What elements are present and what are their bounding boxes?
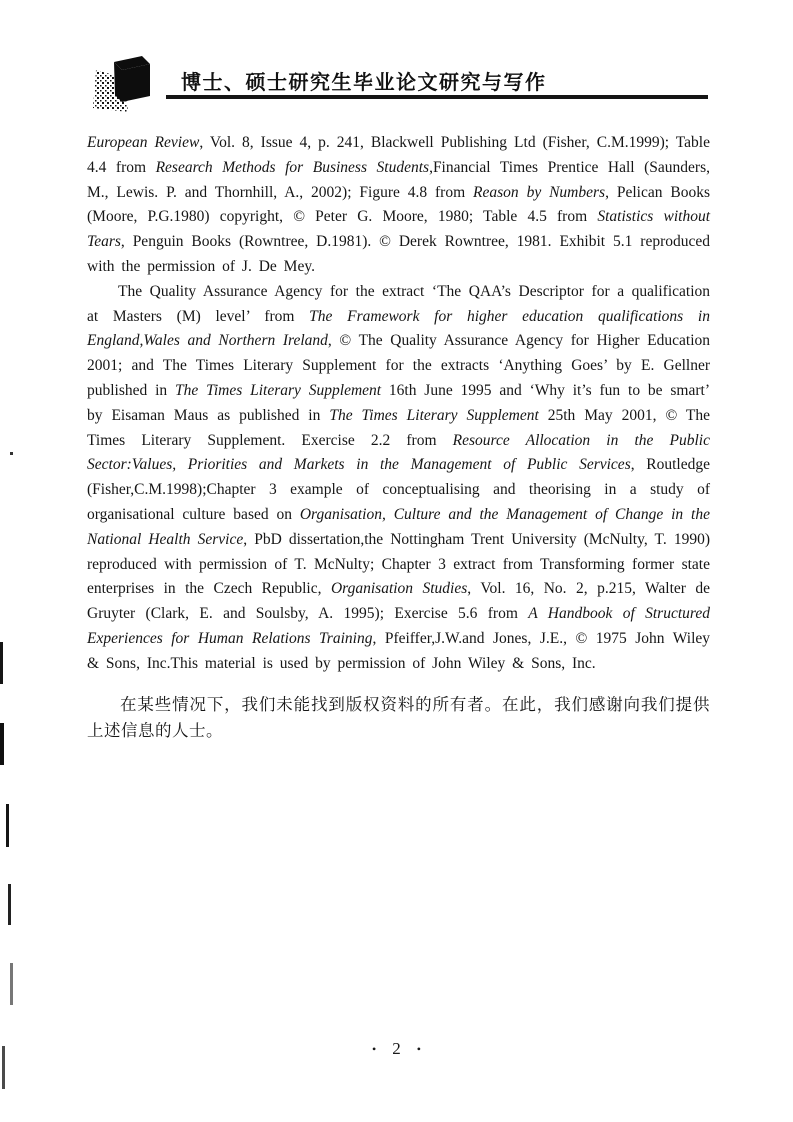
header-rule <box>166 95 708 99</box>
body-text: 25th May 2001, © The Times Literary Supplement. Exercise 2.2 from <box>87 406 711 449</box>
cited-work-title: The Times Literary Supplement <box>329 406 539 424</box>
acknowledgement-paragraph-zh <box>87 692 710 744</box>
scan-artifact-bar <box>0 642 3 684</box>
scan-artifact-bar <box>6 804 9 847</box>
cited-work-title: Reason by Numbers <box>473 183 606 201</box>
body-text: , Pelican Books (Moore, P.G.1980) copyright, © Peter G. Moore, 1980; Table 4.5 from <box>87 183 710 226</box>
body-text: 在某些情况下，我们未能找到版权资料的所有者。在此，我们感谢向我们提供上述信息的人士。 <box>87 694 710 740</box>
body-text: , Vol. 16, No. 2, p.215, Walter de Gruyter (Clark, E. and Soulsby, A. 1995); Exercise 5.6 from <box>87 580 710 623</box>
scan-artifact-bar <box>2 1046 5 1089</box>
cited-work-title: Resource Allocation in the Public Sector:Values, Priorities and Markets in the Management of Public Services <box>87 431 710 474</box>
cited-work-title: A Handbook of Structured Experiences for Human Relations Training <box>87 605 710 647</box>
body-text: , PbD dissertation,the Nottingham Trent University (McNulty, T. 1990) reproduced with permission of T. McNulty; Chapter 3 extract from Transforming former state enterprises in the Czech Republic, <box>87 530 710 598</box>
scan-artifact-dot <box>10 452 13 455</box>
chapter-cube-icon <box>92 52 156 114</box>
cited-work-title: European Review <box>87 134 200 151</box>
body-text: , Pfeiffer,J.W.and Jones, J.E., © 1975 John Wiley & Sons, Inc.This material is used by permission of John Wiley & Sons, Inc. <box>87 629 711 672</box>
copyright-paragraph <box>87 131 710 280</box>
cited-work-title: Statistics without Tears <box>87 208 710 251</box>
body-text: , Vol. 8, Issue 4, p. 241, Blackwell Publishing Ltd (Fisher, C.M.1999); Table 4.4 from <box>87 134 710 176</box>
footer-right-dot: • <box>416 1042 421 1056</box>
body-text: , © The Quality Assurance Agency for Higher Education 2001; and The Times Literary Supplement for the extracts ‘Anything Goes’ by E. Gellner published in <box>87 332 711 399</box>
copyright-acknowledgements-text <box>87 131 710 744</box>
body-text: ,Financial Times Prentice Hall (Saunders, M., Lewis. P. and Thornhill, A., 2002); Figure 4.8 from <box>87 158 710 201</box>
body-text: , Routledge (Fisher,C.M.1998);Chapter 3 example of conceptualising and theorising in a study of organisational culture based on <box>87 456 710 523</box>
body-text: , Penguin Books (Rowntree, D.1981). © Derek Rowntree, 1981. Exhibit 5.1 reproduced with the permission of J. De Mey. <box>87 233 710 275</box>
cited-work-title: Research Methods for Business Students <box>155 158 430 176</box>
page-footer <box>0 1039 793 1059</box>
cited-work-title: The Times Literary Supplement <box>175 381 382 399</box>
cited-work-title: Organisation Studies <box>330 580 468 598</box>
cited-work-title: Organisation, Culture and the Management of Change in the National Health Service <box>87 505 710 548</box>
body-text: The Quality Assurance Agency for the extract ‘The QAA’s Descriptor for a qualification at Masters (M) level’ from <box>87 282 710 325</box>
body-text: 16th June 1995 and ‘Why it’s fun to be smart’ by Eisaman Maus as published in <box>87 381 710 424</box>
copyright-paragraph <box>87 280 710 677</box>
scan-artifact-bar <box>8 884 11 925</box>
page-number: 2 <box>392 1039 401 1058</box>
cited-work-title: The Framework for higher education qualifications in England,Wales and Northern Ireland <box>87 307 710 350</box>
book-running-title: 博士、硕士研究生毕业论文研究与写作 <box>181 70 547 94</box>
footer-left-dot: • <box>372 1042 377 1056</box>
scan-artifact-bar <box>10 963 13 1005</box>
scan-artifact-bar <box>0 723 4 765</box>
